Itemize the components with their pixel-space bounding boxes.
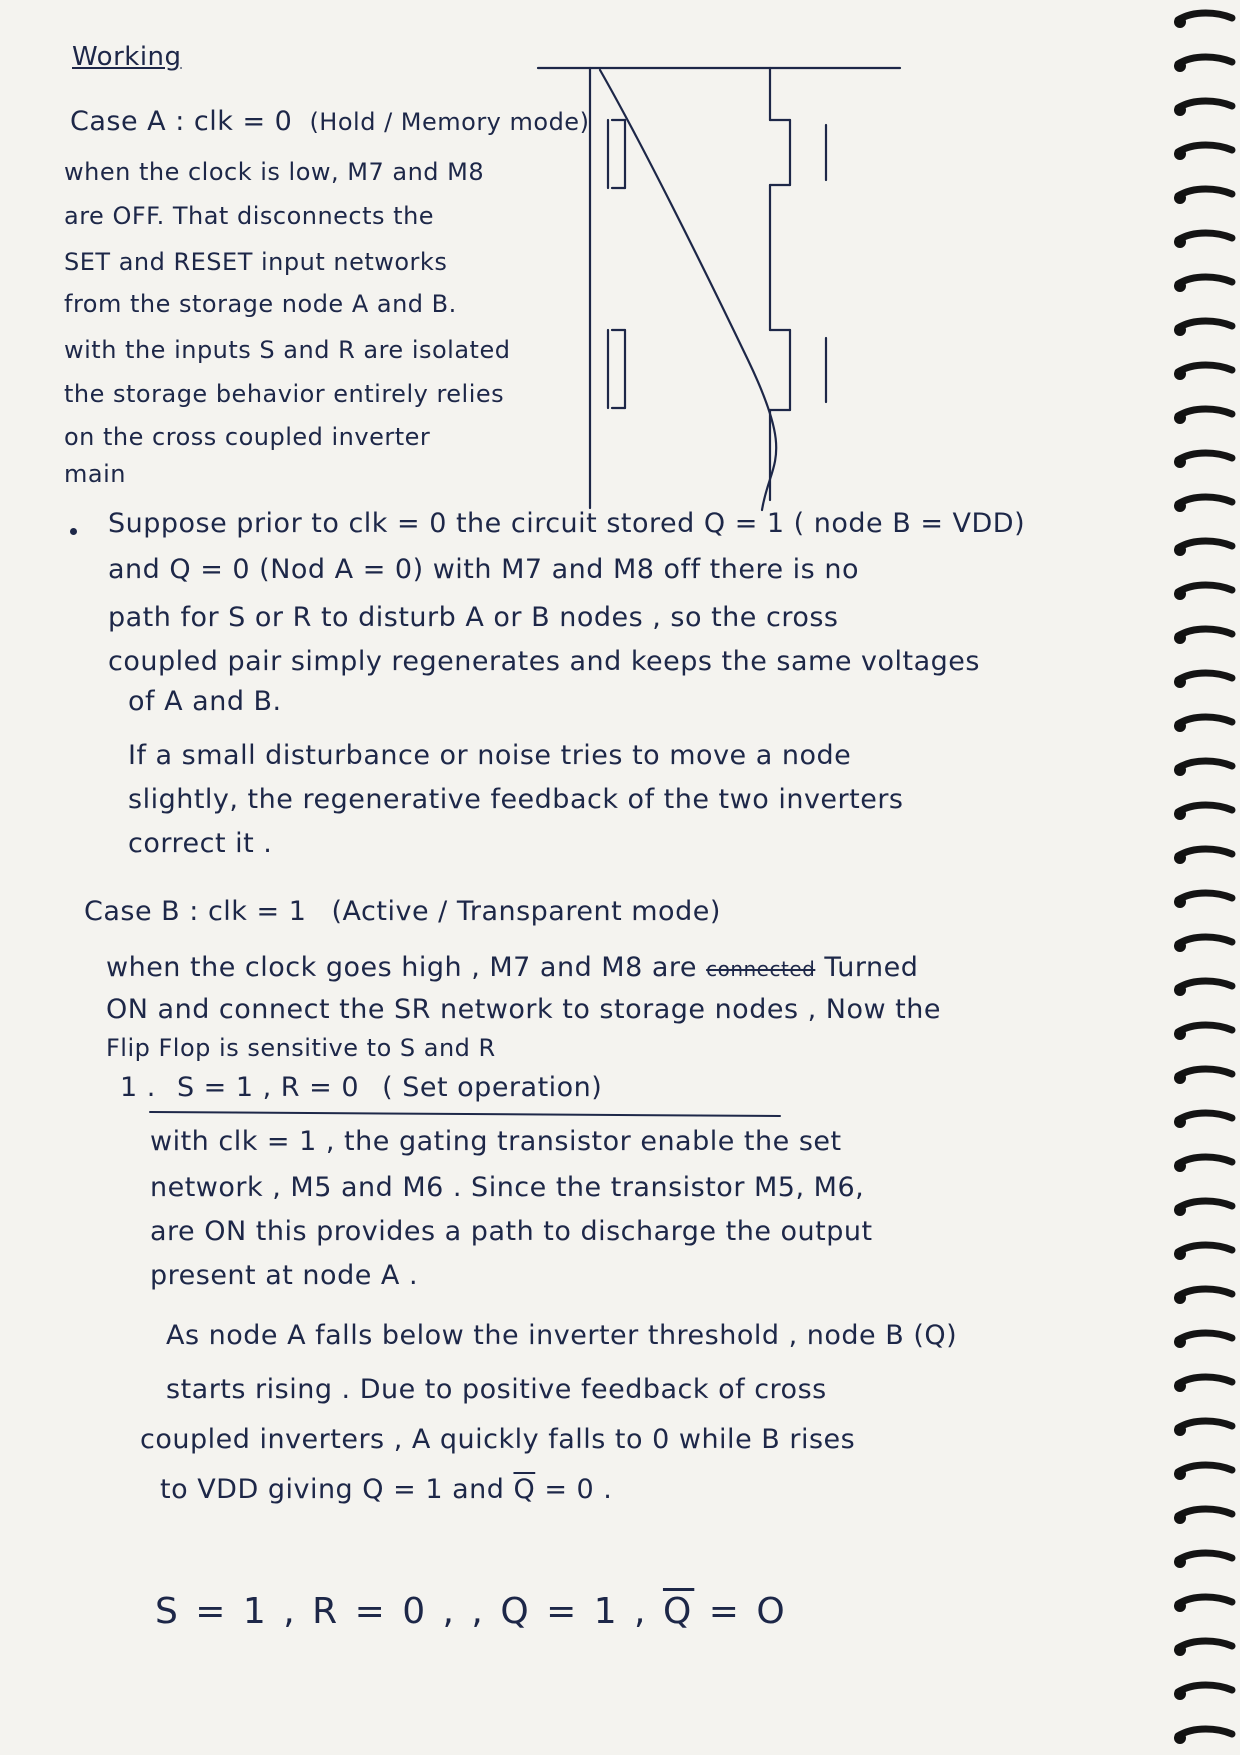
case-b-para1-line-1: with clk = 1 , the gating transistor enable the set [150, 1126, 842, 1157]
binding-ring [1178, 1157, 1232, 1164]
binding-ring [1178, 1245, 1232, 1252]
binding-ring [1178, 1377, 1232, 1384]
binding-ring [1178, 1333, 1232, 1340]
binding-hole [1174, 1512, 1186, 1524]
case-b-line-2: ON and connect the SR network to storage nodes , Now the [106, 994, 941, 1025]
binding-hole [1174, 676, 1186, 688]
summary-q-bar: $\overline{Q}$ [662, 1591, 695, 1632]
binding-hole [1174, 1380, 1186, 1392]
case-a-para1-line-2: and Q = 0 (Nod A = 0) with M7 and M8 off there is no [108, 554, 859, 585]
binding-ring [1178, 57, 1232, 64]
last-line-start: to VDD giving Q = 1 and [160, 1474, 514, 1505]
binding-hole [1174, 1468, 1186, 1480]
case-a-label: Case A : clk = 0 [70, 106, 293, 137]
case-b-heading [84, 898, 721, 925]
binding-ring [1178, 541, 1232, 548]
binding-hole [1174, 1336, 1186, 1348]
binding-hole [1174, 588, 1186, 600]
item-condition: S = 1 , R = 0 [176, 1072, 360, 1103]
binding-hole [1174, 1028, 1186, 1040]
case-a-para1-line-4: coupled pair simply regenerates and keeps the same voltages [108, 646, 980, 677]
case-a-line-7: on the cross coupled inverter [64, 423, 431, 451]
binding-hole [1174, 1424, 1186, 1436]
case-a-line-3: SET and RESET input networks [64, 248, 448, 276]
page-title: Working [72, 42, 182, 72]
case-b-para1-line-3: are ON this provides a path to discharge the output [150, 1216, 873, 1247]
binding-ring [1178, 717, 1232, 724]
binding-ring [1178, 277, 1232, 284]
binding-hole [1174, 280, 1186, 292]
binding-ring [1178, 1729, 1232, 1736]
struck-word: connected [706, 957, 816, 981]
binding-ring [1178, 1465, 1232, 1472]
binding-hole [1174, 1556, 1186, 1568]
binding-hole [1174, 896, 1186, 908]
binding-hole [1174, 984, 1186, 996]
binding-hole [1174, 1644, 1186, 1656]
case-b-para2-line-4 [160, 1476, 612, 1503]
binding-ring [1178, 673, 1232, 680]
binding-hole [1174, 1292, 1186, 1304]
case-b-para1-line-2: network , M5 and M6 . Since the transistor M5, M6, [150, 1172, 865, 1203]
binding-hole [1174, 1072, 1186, 1084]
item-number: 1 . [120, 1072, 156, 1103]
binding-hole [1174, 60, 1186, 72]
spiral-binding [1168, 0, 1240, 1755]
binding-hole [1174, 632, 1186, 644]
binding-hole [1174, 148, 1186, 160]
binding-hole [1174, 1688, 1186, 1700]
case-b-line-1-start: when the clock goes high , M7 and M8 are [106, 952, 707, 983]
binding-ring [1178, 1641, 1232, 1648]
binding-ring [1178, 1069, 1232, 1076]
case-b-mode: (Active / Transparent mode) [331, 896, 721, 927]
binding-hole [1174, 1248, 1186, 1260]
case-b-para2-line-1: As node A falls below the inverter threshold , node B (Q) [166, 1320, 958, 1351]
binding-ring [1178, 805, 1232, 812]
case-a-para2-line-3: correct it . [128, 828, 273, 859]
case-b-para1-line-4: present at node A . [150, 1260, 419, 1291]
binding-hole [1174, 412, 1186, 424]
binding-hole [1174, 456, 1186, 468]
binding-ring [1178, 629, 1232, 636]
binding-ring [1178, 13, 1232, 20]
binding-ring [1178, 761, 1232, 768]
binding-ring [1178, 1421, 1232, 1428]
binding-ring [1178, 1113, 1232, 1120]
case-a-para1-line-3: path for S or R to disturb A or B nodes , so the cross [108, 602, 839, 633]
binding-hole [1174, 236, 1186, 248]
binding-ring [1178, 1025, 1232, 1032]
summary-start: S = 1 , R = 0 , , Q = 1 , [155, 1591, 663, 1632]
case-b-line-3: Flip Flop is sensitive to S and R [106, 1034, 496, 1062]
binding-hole [1174, 1116, 1186, 1128]
binding-hole [1174, 1160, 1186, 1172]
binding-ring [1178, 1289, 1232, 1296]
case-a-line-8: main [64, 460, 126, 488]
summary-end: = O [694, 1591, 788, 1632]
binding-ring [1178, 365, 1232, 372]
case-a-line-6: the storage behavior entirely relies [64, 380, 505, 408]
case-b-line-1 [106, 954, 918, 981]
set-operation-item [120, 1074, 602, 1101]
case-a-line-1: when the clock is low, M7 and M8 [64, 158, 485, 186]
case-a-heading [70, 108, 589, 135]
case-a-line-5: with the inputs S and R are isolated [64, 336, 511, 364]
binding-hole [1174, 808, 1186, 820]
binding-ring [1178, 937, 1232, 944]
binding-ring [1178, 849, 1232, 856]
case-a-line-4: from the storage node A and B. [64, 290, 457, 318]
binding-ring [1178, 1685, 1232, 1692]
binding-ring [1178, 189, 1232, 196]
summary-equation [155, 1591, 788, 1632]
case-b-para2-line-2: starts rising . Due to positive feedback of cross [166, 1374, 827, 1405]
binding-ring [1178, 233, 1232, 240]
case-a-line-2: are OFF. That disconnects the [64, 202, 435, 230]
binding-ring [1178, 453, 1232, 460]
bullet-dot [70, 528, 77, 535]
binding-ring [1178, 1553, 1232, 1560]
case-b-line-1-end: Turned [815, 952, 919, 983]
binding-hole [1174, 1204, 1186, 1216]
binding-hole [1174, 940, 1186, 952]
binding-ring [1178, 409, 1232, 416]
binding-hole [1174, 1600, 1186, 1612]
case-a-para2-line-1: If a small disturbance or noise tries to move a node [128, 740, 852, 771]
q-bar: $\overline{Q}$ [513, 1474, 536, 1505]
case-a-para1-line-5: of A and B. [128, 686, 282, 717]
binding-hole [1174, 368, 1186, 380]
binding-hole [1174, 764, 1186, 776]
binding-hole [1174, 720, 1186, 732]
binding-ring [1178, 497, 1232, 504]
binding-ring [1178, 893, 1232, 900]
binding-hole [1174, 192, 1186, 204]
item-label: ( Set operation) [382, 1072, 603, 1103]
binding-hole [1174, 852, 1186, 864]
binding-ring [1178, 1597, 1232, 1604]
case-a-para2-line-2: slightly, the regenerative feedback of the two inverters [128, 784, 904, 815]
last-line-end: = 0 . [535, 1474, 613, 1505]
binding-ring [1178, 101, 1232, 108]
binding-ring [1178, 1201, 1232, 1208]
binding-hole [1174, 104, 1186, 116]
binding-hole [1174, 16, 1186, 28]
binding-ring [1178, 981, 1232, 988]
binding-ring [1178, 1509, 1232, 1516]
case-a-para1-line-1: Suppose prior to clk = 0 the circuit stored Q = 1 ( node B = VDD) [108, 508, 1026, 539]
binding-hole [1174, 324, 1186, 336]
case-a-mode: (Hold / Memory mode) [309, 108, 590, 136]
case-b-para2-line-3: coupled inverters , A quickly falls to 0 while B rises [140, 1424, 856, 1455]
binding-ring [1178, 321, 1232, 328]
binding-hole [1174, 544, 1186, 556]
binding-ring [1178, 145, 1232, 152]
binding-hole [1174, 1732, 1186, 1744]
binding-hole [1174, 500, 1186, 512]
case-b-label: Case B : clk = 1 [84, 896, 307, 927]
binding-ring [1178, 585, 1232, 592]
